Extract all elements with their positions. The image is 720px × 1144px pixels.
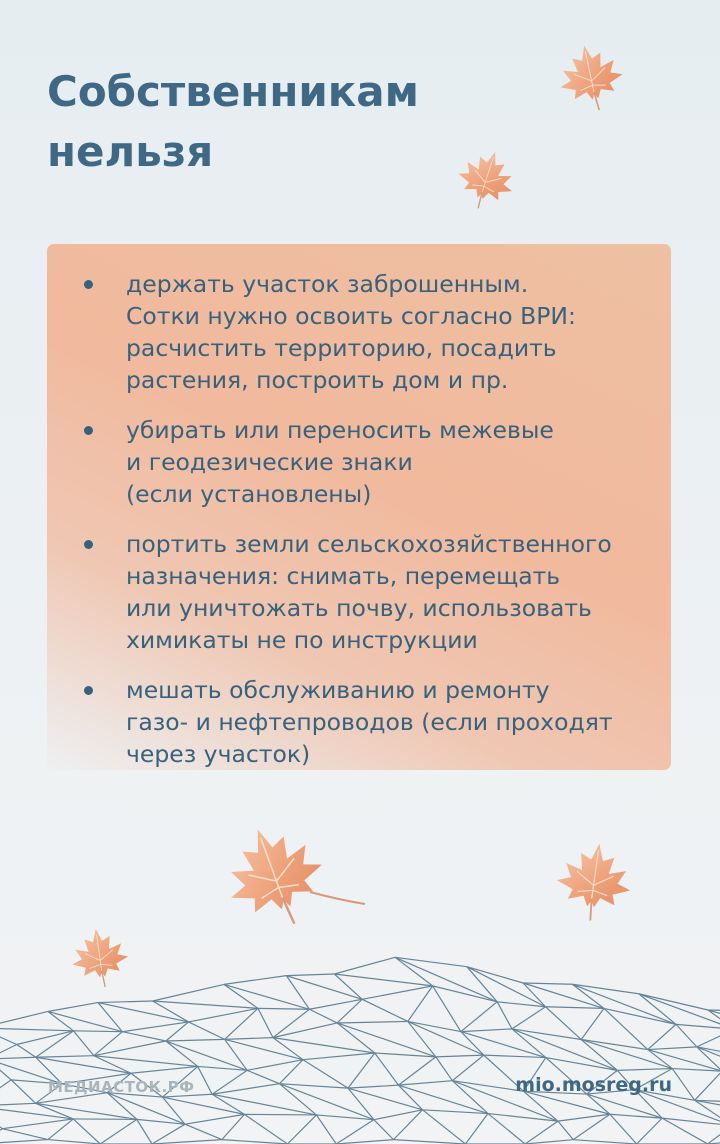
rules-list (83, 268, 641, 770)
item-text-line: через участок) (126, 740, 311, 768)
item-text-line: портить земли сельскохозяйственного (126, 530, 612, 558)
list-item (83, 528, 641, 656)
item-text-line: газо- и нефтепроводов (если проходят (126, 708, 613, 736)
item-text-line: (если установлены) (126, 480, 372, 508)
list-item (83, 268, 641, 396)
item-text-line: и геодезические знаки (126, 448, 413, 476)
page-title (47, 62, 419, 182)
footer-brand: МЕДИАСТОК.РФ (48, 1078, 195, 1096)
item-text-line: или уничтожать почву, использовать (126, 594, 592, 622)
title-line-1: Собственникам (47, 67, 419, 116)
item-text-line: назначения: снимать, перемещать (126, 562, 561, 590)
list-item (83, 674, 641, 770)
bullet-icon (84, 426, 93, 435)
maple-leaf-icon (555, 42, 627, 114)
item-text-line: держать участок заброшенным. (126, 270, 529, 298)
wireframe-mesh-decoration (0, 940, 720, 1144)
item-text-line: мешать обслуживанию и ремонту (126, 676, 550, 704)
item-text-line: растения, построить дом и пр. (126, 366, 509, 394)
list-item (83, 414, 641, 510)
maple-leaf-icon (210, 822, 370, 932)
bullet-icon (84, 686, 93, 695)
maple-leaf-icon (450, 148, 522, 212)
maple-leaf-icon (552, 832, 636, 932)
item-text-line: расчистить территорию, посадить (126, 334, 557, 362)
rules-card (47, 244, 671, 770)
footer-url: mio.mosreg.ru (515, 1074, 672, 1096)
bullet-icon (84, 540, 93, 549)
bullet-icon (84, 280, 93, 289)
item-text-line: Сотки нужно освоить согласно ВРИ: (126, 302, 576, 330)
item-text-line: убирать или переносить межевые (126, 416, 554, 444)
item-text-line: химикаты не по инструкции (126, 626, 478, 654)
title-line-2: нельзя (47, 127, 214, 176)
